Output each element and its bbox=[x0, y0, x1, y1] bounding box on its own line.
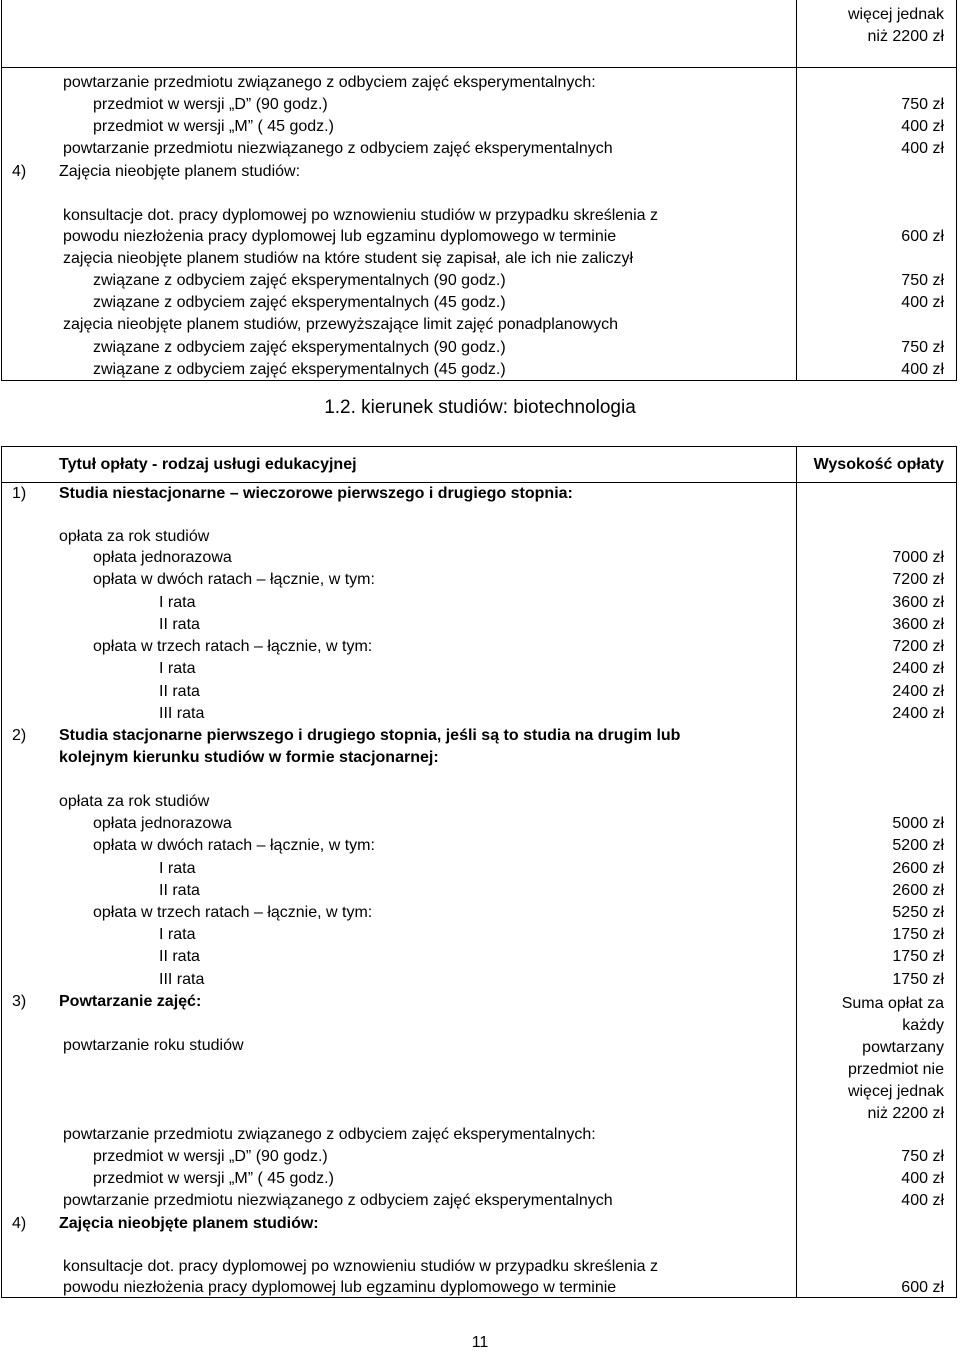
failed-90-price: 750 zł bbox=[901, 272, 944, 289]
two-installments-price: 7200 zł bbox=[892, 571, 944, 588]
section-number: 1) bbox=[12, 485, 27, 502]
note-line: więcej jednak bbox=[847, 1083, 944, 1100]
installment-label: I rata bbox=[159, 594, 196, 611]
fee-table-continuation bbox=[1, 0, 957, 381]
repeat-subjects-label: powtarzanie przedmiotu związanego z odbyciem zajęć eksperymentalnych: bbox=[63, 74, 596, 91]
column-divider bbox=[796, 447, 797, 1297]
installment-price: 1750 zł bbox=[892, 948, 944, 965]
note-line: Suma opłat za bbox=[841, 995, 944, 1012]
three-installments-label: opłata w trzech ratach – łącznie, w tym: bbox=[93, 638, 373, 655]
two-installments-label: opłata w dwóch ratach – łącznie, w tym: bbox=[93, 837, 375, 854]
excess-90-label: związane z odbyciem zajęć eksperymentalnych (90 godz.) bbox=[93, 339, 506, 356]
version-d-label: przedmiot w wersji „D” (90 godz.) bbox=[93, 96, 328, 113]
section-heading: 1.2. kierunek studiów: biotechnologia bbox=[324, 397, 636, 418]
failed-45-price: 400 zł bbox=[901, 294, 944, 311]
version-d-label: przedmiot w wersji „D” (90 godz.) bbox=[93, 1148, 328, 1165]
section-title: Powtarzanie zajęć: bbox=[59, 993, 202, 1010]
row-divider bbox=[2, 67, 956, 68]
two-installments-label: opłata w dwóch ratach – łącznie, w tym: bbox=[93, 571, 375, 588]
note-line: powtarzany bbox=[862, 1039, 944, 1056]
installment-label: II rata bbox=[159, 616, 200, 633]
version-m-price: 400 zł bbox=[901, 1170, 944, 1187]
two-installments-price: 5200 zł bbox=[892, 837, 944, 854]
page-number: 11 bbox=[471, 1334, 489, 1351]
version-m-label: przedmiot w wersji „M” ( 45 godz.) bbox=[93, 1170, 334, 1187]
one-time-price: 7000 zł bbox=[892, 549, 944, 566]
installment-label: I rata bbox=[159, 660, 196, 677]
installment-price: 2400 zł bbox=[892, 683, 944, 700]
installment-price: 1750 zł bbox=[892, 926, 944, 943]
installment-label: III rata bbox=[159, 971, 205, 988]
three-installments-label: opłata w trzech ratach – łącznie, w tym: bbox=[93, 904, 373, 921]
consult-price: 600 zł bbox=[901, 228, 944, 245]
header-amount: Wysokość opłaty bbox=[813, 456, 944, 473]
excess-90-price: 750 zł bbox=[901, 339, 944, 356]
section-number: 4) bbox=[12, 163, 27, 180]
fee-table bbox=[1, 446, 957, 1298]
installment-price: 2400 zł bbox=[892, 660, 944, 677]
excess-45-label: związane z odbyciem zajęć eksperymentalnych (45 godz.) bbox=[93, 361, 506, 378]
consult-line-2: powodu niezłożenia pracy dyplomowej lub egzaminu dyplomowego w terminie bbox=[63, 228, 617, 245]
one-time-label: opłata jednorazowa bbox=[93, 549, 232, 566]
installment-label: II rata bbox=[159, 948, 200, 965]
version-m-price: 400 zł bbox=[901, 118, 944, 135]
failed-90-label: związane z odbyciem zajęć eksperymentalnych (90 godz.) bbox=[93, 272, 506, 289]
one-time-label: opłata jednorazowa bbox=[93, 815, 232, 832]
consult-line-1: konsultacje dot. pracy dyplomowej po wznowieniu studiów w przypadku skreślenia z bbox=[63, 207, 658, 224]
header-title: Tytuł opłaty - rodzaj usługi edukacyjnej bbox=[59, 456, 357, 473]
excess-classes-label: zajęcia nieobjęte planem studiów, przewyższające limit zajęć ponadplanowych bbox=[63, 316, 618, 333]
version-m-label: przedmiot w wersji „M” ( 45 godz.) bbox=[93, 118, 334, 135]
excess-45-price: 400 zł bbox=[901, 361, 944, 378]
installment-label: I rata bbox=[159, 860, 196, 877]
three-installments-price: 7200 zł bbox=[892, 638, 944, 655]
note-line: każdy bbox=[902, 1017, 944, 1034]
section-title: Zajęcia nieobjęte planem studiów: bbox=[59, 1215, 319, 1232]
repeat-unrelated-label: powtarzanie przedmiotu niezwiązanego z odbyciem zajęć eksperymentalnych bbox=[63, 1192, 613, 1209]
note-line: niż 2200 zł bbox=[867, 1105, 944, 1122]
note-line: przedmiot nie bbox=[847, 1061, 944, 1078]
one-time-price: 5000 zł bbox=[892, 815, 944, 832]
installment-label: III rata bbox=[159, 705, 205, 722]
repeat-year-label: powtarzanie roku studiów bbox=[63, 1037, 244, 1054]
installment-label: II rata bbox=[159, 683, 200, 700]
consult-price: 600 zł bbox=[901, 1279, 944, 1296]
installment-price: 2600 zł bbox=[892, 882, 944, 899]
installment-price: 3600 zł bbox=[892, 616, 944, 633]
section-title-line-2: kolejnym kierunku studiów w formie stacjonarnej: bbox=[59, 749, 439, 766]
section-title: Studia niestacjonarne – wieczorowe pierwszego i drugiego stopnia: bbox=[59, 485, 573, 502]
repeat-unrelated-label: powtarzanie przedmiotu niezwiązanego z odbyciem zajęć eksperymentalnych bbox=[63, 140, 613, 157]
installment-price: 2400 zł bbox=[892, 705, 944, 722]
installment-label: II rata bbox=[159, 882, 200, 899]
section-number: 3) bbox=[12, 993, 27, 1010]
installment-price: 3600 zł bbox=[892, 594, 944, 611]
section-number: 2) bbox=[12, 727, 27, 744]
version-d-price: 750 zł bbox=[901, 96, 944, 113]
installment-price: 1750 zł bbox=[892, 971, 944, 988]
section-number: 4) bbox=[12, 1215, 27, 1232]
three-installments-price: 5250 zł bbox=[892, 904, 944, 921]
year-fee-label: opłata za rok studiów bbox=[59, 793, 210, 810]
version-d-price: 750 zł bbox=[901, 1148, 944, 1165]
installment-price: 2600 zł bbox=[892, 860, 944, 877]
repeat-unrelated-price: 400 zł bbox=[901, 1192, 944, 1209]
note-line: niż 2200 zł bbox=[867, 28, 944, 45]
year-fee-label: opłata za rok studiów bbox=[59, 528, 210, 545]
section-title-line-1: Studia stacjonarne pierwszego i drugiego stopnia, jeśli są to studia na drugim lub bbox=[59, 727, 681, 744]
failed-classes-label: zajęcia nieobjęte planem studiów na które student się zapisał, ale ich nie zaliczył bbox=[63, 250, 634, 267]
failed-45-label: związane z odbyciem zajęć eksperymentalnych (45 godz.) bbox=[93, 294, 506, 311]
repeat-unrelated-price: 400 zł bbox=[901, 140, 944, 157]
consult-line-1: konsultacje dot. pracy dyplomowej po wznowieniu studiów w przypadku skreślenia z bbox=[63, 1258, 658, 1275]
note-line: więcej jednak bbox=[847, 6, 944, 23]
repeat-subjects-label: powtarzanie przedmiotu związanego z odbyciem zajęć eksperymentalnych: bbox=[63, 1126, 596, 1143]
installment-label: I rata bbox=[159, 926, 196, 943]
consult-line-2: powodu niezłożenia pracy dyplomowej lub egzaminu dyplomowego w terminie bbox=[63, 1279, 617, 1296]
section-title: Zajęcia nieobjęte planem studiów: bbox=[59, 163, 301, 180]
column-divider bbox=[796, 0, 797, 380]
header-divider bbox=[2, 482, 956, 483]
